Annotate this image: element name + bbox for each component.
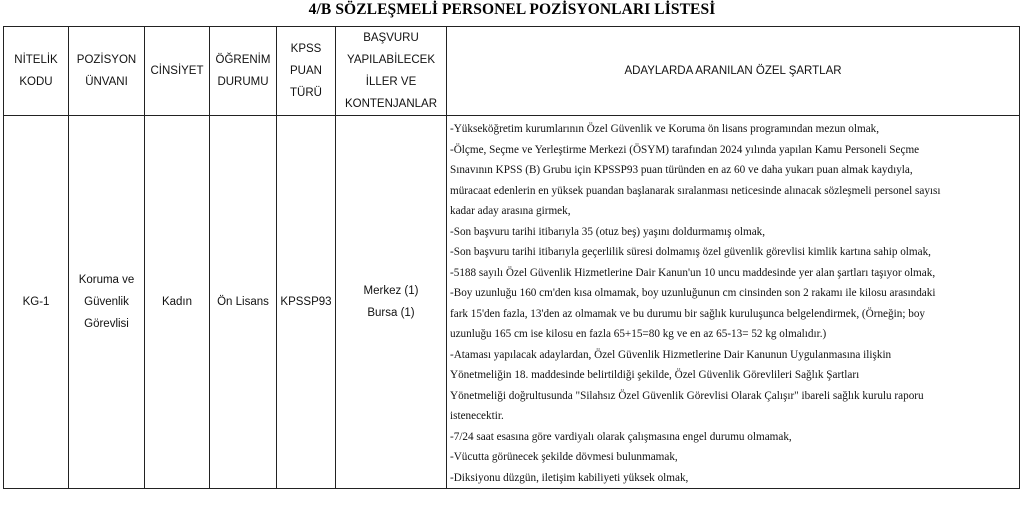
requirement-line: -Ölçme, Seçme ve Yerleştirme Merkezi (ÖSYM) tarafından 2024 yılında yapılan Kamu Personeli Seçme [450, 143, 920, 156]
page-title: 4/B SÖZLEŞMELİ PERSONEL POZİSYONLARI LİSTESİ [308, 1, 716, 18]
requirement-line: -Vücutta görünecek şekilde dövmesi bulunmamak, [450, 451, 678, 463]
requirement-line: Yönetmeliği doğrultusunda "Silahsız Özel Güvenlik Görevlisi Olarak Çalışır" ibareli sağlık kurulu raporu [450, 389, 924, 402]
requirement-line: -Yükseköğretim kurumlarının Özel Güvenlik ve Koruma ön lisans programından mezun olmak, [450, 123, 880, 135]
cell-cinsiyet: Kadın [145, 116, 210, 489]
requirement-line: -7/24 saat esasına göre vardiyalı olarak çalışmasına engel durumu olmamak, [450, 430, 792, 443]
cell-ogrenim-durumu: Ön Lisans [210, 116, 277, 489]
header-pozisyon-unvani: POZİSYON ÜNVANI [69, 27, 145, 116]
requirement-line: -Diksiyonu düzgün, iletişim kabiliyeti yüksek olmak, [450, 471, 689, 484]
requirement-line: -Boy uzunluğu 160 cm'den kısa olmamak, boy uzunluğunun cm cinsinden son 2 rakamı ile kilosu arasındaki [450, 287, 936, 299]
cell-pozisyon-unvani: Koruma ve Güvenlik Görevlisi [69, 116, 145, 489]
requirement-line: istenecektir. [450, 410, 504, 422]
cell-nitelik-kodu: KG-1 [4, 116, 69, 489]
table-row [4, 116, 1020, 489]
requirement-line: müracaat edenlerin en yüksek puandan başlanarak sıralanması neticesinde alınacak sözleşmeli personel sayısı [450, 184, 941, 197]
requirement-line: kadar aday arasına girmek, [450, 205, 571, 217]
header-ozel-sartlar: ADAYLARDA ARANILAN ÖZEL ŞARTLAR [447, 27, 1020, 116]
requirement-line: -Ataması yapılacak adaylardan, Özel Güvenlik Hizmetlerine Dair Kanunun Uygulanmasına ilişkin [450, 348, 892, 361]
requirement-line: Sınavının KPSS (B) Grubu için KPSSP93 puan türünden en az 60 ve daha yukarı puan almak kaydıyla, [450, 164, 913, 176]
positions-table [3, 26, 1020, 489]
requirement-line: -Son başvuru tarihi itibarıyla 35 (otuz beş) yaşını doldurmamış olmak, [450, 225, 766, 238]
header-nitelik-kodu: NİTELİK KODU [4, 27, 69, 116]
header-cinsiyet: CİNSİYET [145, 27, 210, 116]
requirement-line: Yönetmeliğin 18. maddesinde belirtildiği şekilde, Özel Güvenlik Görevlileri Sağlık Şartları [450, 369, 860, 381]
header-basvuru-iller: BAŞVURU YAPILABİLECEK İLLER VE KONTENJANLAR [336, 27, 447, 116]
requirement-line: uzunluğu 165 cm ise kilosu en fazla 65+15=80 kg ve en az 65-13= 52 kg olmalıdır.) [450, 328, 827, 340]
header-row [4, 27, 1020, 116]
cell-iller-kontenjan: Merkez (1) Bursa (1) [336, 116, 447, 489]
header-kpss-puan-turu: KPSS PUAN TÜRÜ [277, 27, 336, 116]
cell-ozel-sartlar [447, 116, 1020, 489]
requirement-line: -Son başvuru tarihi itibarıyla geçerlilik süresi dolmamış özel güvenlik görevlisi kimlik kartına sahip olmak, [450, 246, 931, 258]
requirement-line: -5188 sayılı Özel Güvenlik Hizmetlerine Dair Kanun'un 10 uncu maddesinde yer alan şartları taşıyor olmak, [450, 266, 936, 279]
requirement-line: fark 15'den fazla, 13'den az olmamak ve bu durumu bir sağlık kuruluşunca belgelendirmek, (Örneğin; boy [450, 307, 926, 320]
header-ogrenim-durumu: ÖĞRENİM DURUMU [210, 27, 277, 116]
cell-kpss-puan-turu: KPSSP93 [277, 116, 336, 489]
